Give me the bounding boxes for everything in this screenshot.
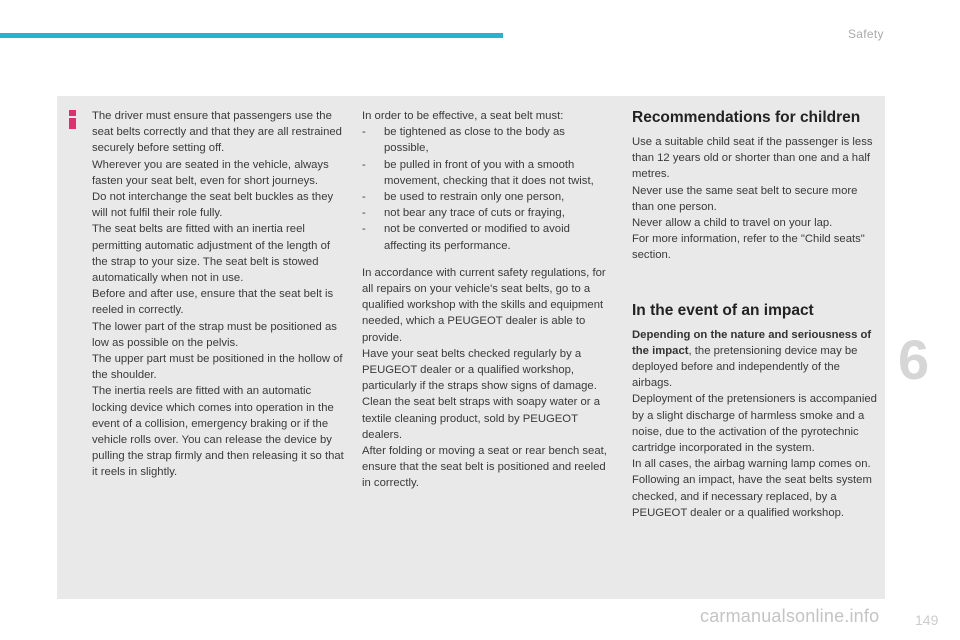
recommendations-heading: Recommendations for children <box>632 109 861 126</box>
paragraph: Clean the seat belt straps with soapy water or a textile cleaning product, sold by PEUGEOT dealers. <box>362 396 600 441</box>
page-number: 149 <box>915 612 939 628</box>
paragraph: Before and after use, ensure that the seat belt is reeled in correctly. <box>92 288 334 317</box>
paragraph: In accordance with current safety regulations, for all repairs on your vehicle's seat belts, go to a qualified workshop with the skills and equipment needed, which a PEUGEOT dealer is able to provide. <box>362 266 606 344</box>
list-item: - be tightened as close to the body as possible, <box>362 126 565 155</box>
list-item: - not be converted or modified to avoid affecting its performance. <box>362 223 570 252</box>
header-accent-bar <box>0 33 503 38</box>
children-and-impact-column <box>632 108 880 521</box>
impact-intro-bold: Depending on the nature and seriousness of the impact <box>632 328 872 357</box>
seat-belt-info-column <box>92 108 344 481</box>
paragraph: The upper part must be positioned in the hollow of the shoulder. <box>92 353 343 382</box>
list-item: - be used to restrain only one person, <box>362 191 565 204</box>
chapter-number: 6 <box>898 328 930 391</box>
paragraph: After folding or moving a seat or rear bench seat, ensure that the seat belt is positioned and reeled in correctly. <box>362 445 607 490</box>
paragraph: The lower part of the strap must be positioned as low as possible on the pelvis. <box>92 320 337 349</box>
paragraph: Deployment of the pretensioners is accompanied by a slight discharge of harmless smoke and a noise, due to the activation of the pyrotechnic cartridge incorporated in the system. <box>632 393 877 455</box>
paragraph: Wherever you are seated in the vehicle, always fasten your seat belt, even for short journeys. <box>92 158 329 187</box>
paragraph: Never allow a child to travel on your lap. <box>632 217 833 230</box>
watermark: carmanualsonline.info <box>700 606 880 626</box>
seat-belt-requirements-column <box>362 108 607 492</box>
requirements-list <box>362 124 607 254</box>
paragraph: In all cases, the airbag warning lamp comes on. <box>632 458 871 471</box>
paragraph: Never use the same seat belt to secure more than one person. <box>632 184 858 213</box>
impact-intro <box>632 327 880 392</box>
paragraph: Do not interchange the seat belt buckles as they will not fulfil their role fully. <box>92 191 334 220</box>
paragraph: For more information, refer to the "Child seats" section. <box>632 233 865 262</box>
section-label: Safety <box>848 27 884 41</box>
impact-intro-rest: , the pretensioning device may be deployed before and independently of the airbags. <box>632 344 858 390</box>
info-icon <box>66 110 81 129</box>
list-intro: In order to be effective, a seat belt must: <box>362 110 564 122</box>
list-item: - not bear any trace of cuts or fraying, <box>362 207 565 220</box>
paragraph: The seat belts are fitted with an inertia reel permitting automatic adjustment of the length of the strap to your size. The seat belt is stowed automatically when not in use. <box>92 223 330 285</box>
impact-heading: In the event of an impact <box>632 301 814 319</box>
paragraph: Use a suitable child seat if the passenger is less than 12 years old or shorter than one and a half metres. <box>632 136 873 181</box>
paragraph: The driver must ensure that passengers use the seat belts correctly and that they are all restrained securely before setting off. <box>92 110 342 155</box>
paragraph: Following an impact, have the seat belts system checked, and if necessary replaced, by a PEUGEOT dealer or a qualified workshop. <box>632 474 872 519</box>
list-item: - be pulled in front of you with a smooth movement, checking that it does not twist, <box>362 158 594 187</box>
paragraph: Have your seat belts checked regularly by a PEUGEOT dealer or a qualified workshop, particularly if the straps show signs of damage. <box>362 347 597 393</box>
paragraph: The inertia reels are fitted with an automatic locking device which comes into operation in the event of a collision, emergency braking or if the vehicle rolls over. You can release the device by pulling the strap firmly and then releasing it so that it reels in slightly. <box>92 385 344 479</box>
